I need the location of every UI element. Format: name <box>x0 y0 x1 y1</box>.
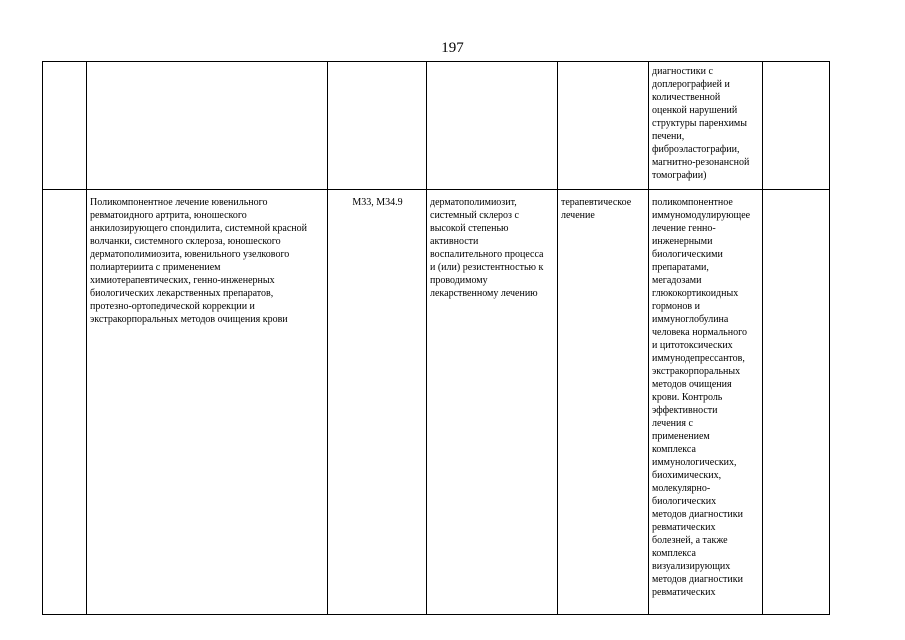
page-number: 197 <box>441 40 464 56</box>
treatment-name-cell <box>87 62 328 190</box>
medical-care-table <box>42 61 830 615</box>
table-row <box>43 62 830 190</box>
cost-cell <box>763 190 830 615</box>
treatment-type-cell <box>558 62 649 190</box>
treatment-method-cell: диагностики с доплерографией и количественной оценкой нарушений структуры паренхимы печени, фиброэластографии, магнитно-резонансной томографии) <box>649 62 763 190</box>
treatment-method-cell: поликомпонентное иммуномодулирующее лечение генно- инженерными биологическими препаратами, мегадозами глюкокортикоидных гормонов и иммуноглобулина человека нормального и цитотоксических иммунодепрессантов, экстракорпоральных методов очищения крови. Контроль эффективности лечения с применением комплекса иммунологических, биохимических, молекулярно- биологических методов диагностики ревматических болезней, а также комплекса визуализирующих методов диагностики ревматических <box>649 190 763 615</box>
icd-code-cell: M33, M34.9 <box>328 190 427 615</box>
row-number-cell <box>43 190 87 615</box>
table-row <box>43 190 830 615</box>
treatment-name-cell: Поликомпонентное лечение ювенильного ревматоидного артрита, юношеского анкилозирующего спондилита, системной красной волчанки, системного склероза, юношеского дерматополимиозита, ювенильного узелкового полиартериита с применением химиотерапевтических, генно-инженерных биологических лекарственных препаратов, протезно-ортопедической коррекции и экстракорпоральных методов очищения крови <box>87 190 328 615</box>
treatment-type-cell: терапевтическое лечение <box>558 190 649 615</box>
patient-model-cell: дерматополимиозит, системный склероз с высокой степенью активности воспалительного процесса и (или) резистентностью к проводимому лекарственному лечению <box>427 190 558 615</box>
patient-model-cell <box>427 62 558 190</box>
row-number-cell <box>43 62 87 190</box>
cost-cell <box>763 62 830 190</box>
icd-code-cell <box>328 62 427 190</box>
